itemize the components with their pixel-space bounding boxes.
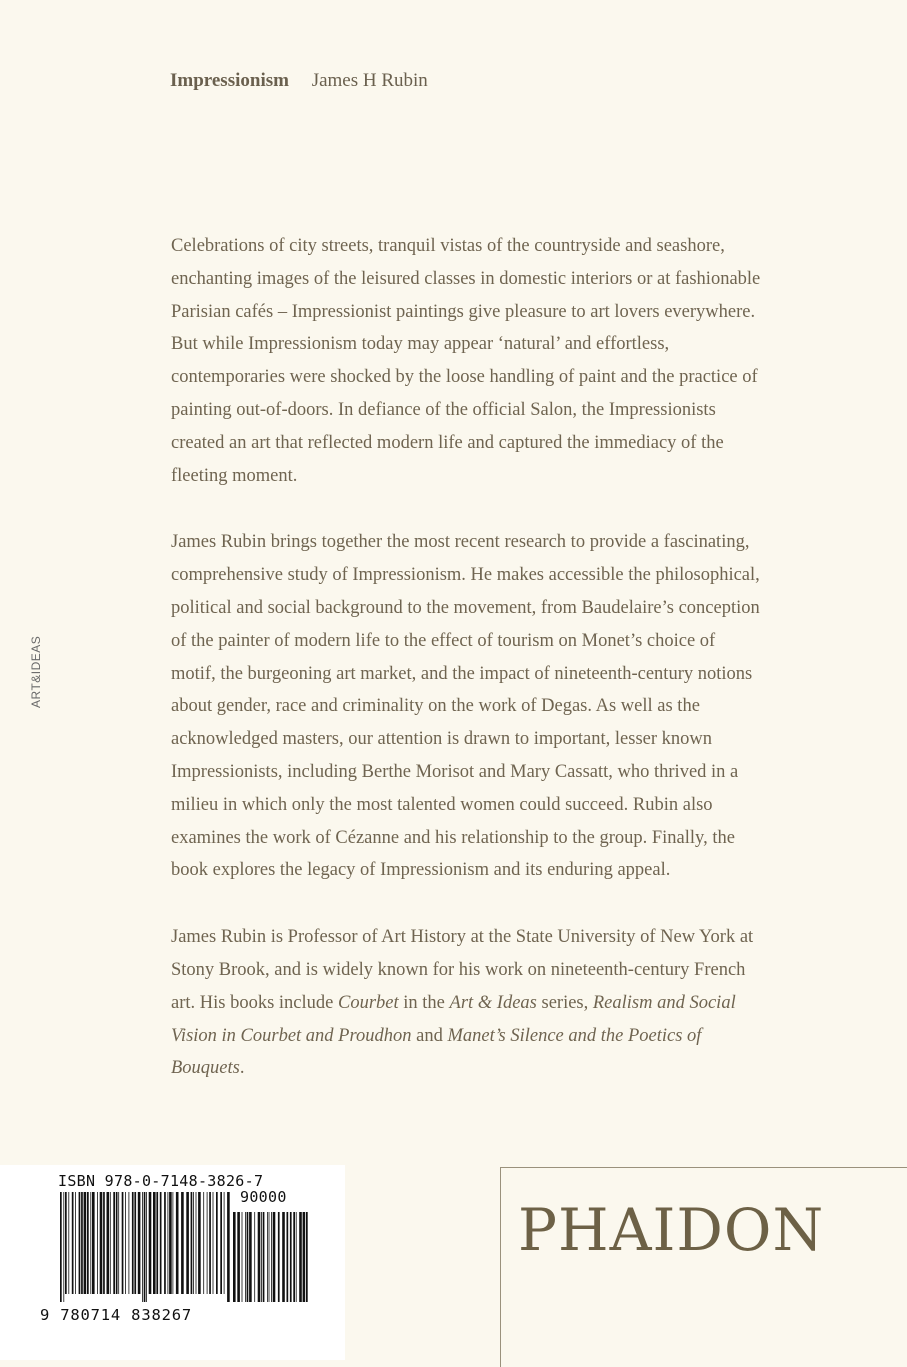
- barcode-bar: [216, 1192, 218, 1294]
- barcode-bar: [207, 1192, 208, 1294]
- author-bio: [171, 921, 761, 1085]
- barcode-bar: [306, 1212, 308, 1302]
- book-header: [170, 70, 428, 92]
- barcode-bar: [63, 1192, 64, 1302]
- barcode-bar: [254, 1212, 255, 1302]
- blurb-paragraph-1: Celebrations of city streets, tranquil vistas of the countryside and seashore, enchanting images of the leisured classes in domestic interiors or at fashionable Parisian cafés – Impressionist paintings give pleasure to art lovers everywhere. But while Impressionism today may appear ‘natural’ and effortless, contemporaries were shocked by the loose handling of paint and the practice of painting out-of-doors. In defiance of the official Salon, the Impressionists created an art that reflected modern life and captured the immediacy of the fleeting moment.: [171, 236, 761, 486]
- barcode-bar: [116, 1192, 118, 1294]
- barcode-addon-number: 90000: [240, 1188, 287, 1206]
- barcode-bar: [224, 1192, 225, 1294]
- barcode-bar: [110, 1192, 111, 1294]
- barcode-bar: [153, 1192, 156, 1294]
- addon-barcode: [233, 1212, 308, 1310]
- barcode-bar: [271, 1212, 272, 1302]
- barcode-bar: [267, 1212, 268, 1302]
- barcode-bar: [81, 1192, 83, 1294]
- barcode-bar: [181, 1192, 184, 1294]
- barcode-bar: [113, 1192, 115, 1294]
- barcode-bar: [160, 1192, 162, 1294]
- bio-series-name: Art & Ideas: [449, 992, 537, 1013]
- bio-text: in the: [398, 992, 450, 1013]
- barcode-bar: [92, 1192, 95, 1294]
- barcode-bar: [173, 1192, 174, 1294]
- barcode-bar: [134, 1192, 136, 1294]
- bio-book-courbet: Courbet: [338, 992, 399, 1013]
- barcode-bar: [296, 1212, 297, 1302]
- barcode-bar: [273, 1212, 276, 1302]
- barcode-bar: [118, 1192, 119, 1294]
- barcode-bar: [138, 1192, 141, 1294]
- barcode-bar: [303, 1212, 306, 1302]
- barcode-bar: [79, 1192, 81, 1294]
- barcode-bar: [196, 1192, 197, 1294]
- barcode-bar: [97, 1192, 98, 1294]
- bio-book-realism: Realism and Social Vision in Courbet and Proudhon: [171, 992, 736, 1046]
- bio-text: .: [239, 1058, 245, 1079]
- barcode-bar: [107, 1192, 110, 1294]
- barcode-bar: [193, 1192, 194, 1294]
- barcode-bar: [213, 1192, 214, 1294]
- book-title: Impressionism: [170, 70, 289, 91]
- ean-barcode: [60, 1192, 230, 1302]
- barcode-bar: [90, 1192, 91, 1294]
- series-spine-label: ART&IDEAS: [29, 635, 43, 708]
- barcode-bar: [198, 1192, 201, 1294]
- barcode-bar: [233, 1212, 236, 1302]
- barcode-bar: [299, 1212, 302, 1302]
- barcode-bar: [72, 1192, 74, 1294]
- bio-text: and: [411, 1025, 448, 1046]
- barcode-bar: [242, 1212, 243, 1302]
- barcode-bar: [247, 1212, 249, 1302]
- barcode-bar: [84, 1192, 87, 1294]
- barcode-bar: [100, 1192, 103, 1294]
- barcode-bar: [258, 1212, 261, 1302]
- barcode-bar: [263, 1212, 265, 1302]
- barcode-bar: [293, 1212, 295, 1302]
- barcode-bar: [249, 1212, 252, 1302]
- barcode-bar: [287, 1212, 289, 1302]
- barcode-bar: [169, 1192, 172, 1294]
- barcode-bar: [125, 1192, 126, 1294]
- barcode-bar: [164, 1192, 166, 1294]
- barcode-bar: [245, 1212, 246, 1302]
- bio-text: James Rubin is Professor of Art History at the State University of New York at Stony Brook, and is widely known for his work on nineteenth-century French art. His books include: [171, 927, 754, 1013]
- barcode-bar: [176, 1192, 179, 1294]
- barcode-bar: [168, 1192, 169, 1294]
- barcode-bar: [227, 1192, 230, 1302]
- barcode-bar: [237, 1212, 240, 1302]
- barcode-bar: [261, 1212, 262, 1302]
- barcode-bar: [282, 1212, 285, 1302]
- barcode-bar: [122, 1192, 124, 1294]
- blurb-paragraph-2: James Rubin brings together the most recent research to provide a fascinating, comprehensive study of Impressionism. He makes accessible the philosophical, political and social background to the movement, from Baudelaire’s conception of the painter of modern life to the effect of tourism on Monet’s choice of motif, the burgeoning art market, and the impact of nineteenth-century notions about gender, race and criminality on the work of Degas. As well as the acknowledged masters, our attention is drawn to important, lesser known Impressionists, including Berthe Morisot and Mary Cassatt, who thrived in a milieu in which only the most talented women could succeed. Rubin also examines the work of Cézanne and his relationship to the group. Finally, the book explores the legacy of Impressionism and its enduring appeal.: [171, 532, 760, 881]
- barcode-bar: [209, 1192, 211, 1294]
- barcode-bar: [220, 1192, 222, 1294]
- bio-text: series,: [536, 992, 593, 1013]
- barcode-bar: [68, 1192, 69, 1294]
- barcode-bar: [103, 1192, 105, 1294]
- barcode-bar: [156, 1192, 158, 1294]
- barcode-bar: [203, 1192, 204, 1294]
- barcode-bar: [191, 1192, 193, 1294]
- isbn-label: ISBN 978-0-7148-3826-7: [58, 1172, 264, 1190]
- barcode-bar: [146, 1192, 147, 1302]
- barcode-bar: [278, 1212, 280, 1302]
- barcode-bar: [269, 1212, 270, 1302]
- barcode-bar: [144, 1192, 146, 1302]
- book-author: James H Rubin: [311, 70, 428, 91]
- barcode-bar: [142, 1192, 143, 1302]
- barcode-bar: [129, 1192, 130, 1294]
- bio-book-manet: Manet’s Silence and the Poetics of Bouquets: [171, 1025, 702, 1079]
- barcode-bar: [132, 1192, 134, 1294]
- publisher-logo: PHAIDON: [518, 1196, 825, 1264]
- barcode-bar: [60, 1192, 62, 1302]
- barcode-bar: [75, 1192, 76, 1294]
- blurb: [171, 230, 761, 1119]
- barcode-bar: [149, 1192, 152, 1294]
- barcode-bar: [290, 1212, 292, 1302]
- barcode-bar: [87, 1192, 89, 1294]
- ean-digits: 9 780714 838267: [40, 1306, 192, 1324]
- barcode-bar: [186, 1192, 189, 1294]
- barcode-bar: [65, 1192, 67, 1294]
